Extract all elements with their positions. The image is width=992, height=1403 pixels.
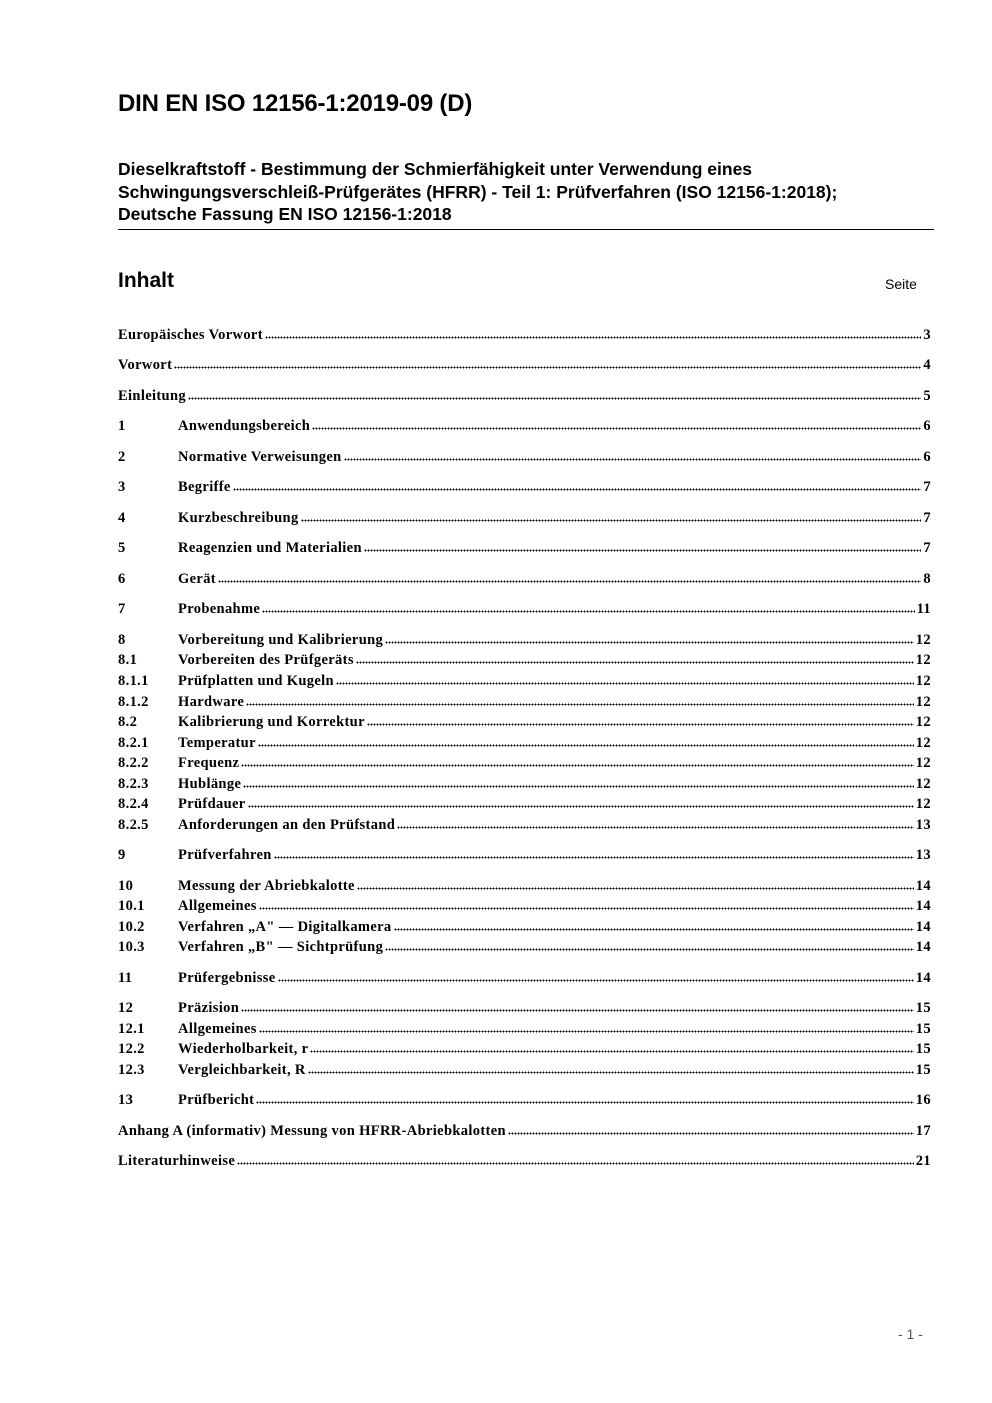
toc-entry-page: 7 xyxy=(923,510,931,526)
toc-entry-number: 8.1.1 xyxy=(118,673,149,689)
toc-entry-label: Verfahren „B" — Sichtprüfung xyxy=(178,939,384,955)
toc-entry-page: 13 xyxy=(915,847,931,863)
toc-entry-page: 4 xyxy=(923,357,931,373)
toc-entry-label: Hublänge xyxy=(178,776,242,792)
toc-entry-label: Vergleichbarkeit, R xyxy=(178,1062,306,1078)
toc-entry-page: 16 xyxy=(915,1092,931,1108)
dot-leader xyxy=(265,335,921,339)
toc-entry[interactable] xyxy=(118,671,931,691)
toc-entry[interactable] xyxy=(118,1151,931,1171)
dot-leader xyxy=(357,886,914,890)
toc-entry[interactable] xyxy=(118,1060,931,1080)
dot-leader xyxy=(336,681,914,685)
dot-leader xyxy=(367,722,914,726)
toc-entry-number: 8.2 xyxy=(118,714,138,730)
toc-entry[interactable] xyxy=(118,712,931,732)
toc-entry-page: 14 xyxy=(915,919,931,935)
toc-entry-label: Begriffe xyxy=(178,479,231,495)
toc-entry[interactable] xyxy=(118,998,931,1018)
document-subtitle: Dieselkraftstoff - Bestimmung der Schmierfähigkeit unter Verwendung eines Schwingungsverschleiß-Prüfgerätes (HFRR) - Teil 1: Prüfverfahren (ISO 12156-1:2018); Deutsche Fassung EN ISO 12156-1:2018 xyxy=(118,159,838,224)
dot-leader xyxy=(308,1070,914,1074)
toc-entry-number: 10.3 xyxy=(118,939,145,955)
dot-leader xyxy=(259,1029,914,1033)
toc-heading: Inhalt xyxy=(118,269,174,292)
toc-entry-label: Allgemeines xyxy=(178,1021,257,1037)
toc-entry-label: Wiederholbarkeit, r xyxy=(178,1041,309,1057)
toc-entry-label: Reagenzien und Materialien xyxy=(178,540,362,556)
dot-leader xyxy=(174,365,921,369)
toc-entry-label: Präzision xyxy=(178,1000,240,1016)
toc-entry[interactable] xyxy=(118,794,931,814)
toc-entry-label: Temperatur xyxy=(178,735,256,751)
toc-entry-number: 10 xyxy=(118,878,134,894)
toc-entry-page: 8 xyxy=(923,571,931,587)
toc-entry-label: Kalibrierung und Korrektur xyxy=(178,714,365,730)
dot-leader xyxy=(256,1100,913,1104)
dot-leader xyxy=(278,978,914,982)
toc-entry-label: Prüfbericht xyxy=(178,1092,255,1108)
dot-leader xyxy=(310,1049,913,1053)
toc-entry-number: 8.1 xyxy=(118,652,138,668)
dot-leader xyxy=(241,763,913,767)
dot-leader xyxy=(364,548,922,552)
toc-entry-page: 3 xyxy=(923,327,931,343)
toc-entry-page: 17 xyxy=(915,1123,931,1139)
toc-entry-label: Prüfergebnisse xyxy=(178,970,276,986)
dot-leader xyxy=(385,640,914,644)
toc-entry-label: Verfahren „A" — Digitalkamera xyxy=(178,919,392,935)
toc-entry-label: Normative Verweisungen xyxy=(178,449,342,465)
dot-leader xyxy=(394,927,914,931)
toc-entry-label: Anforderungen an den Prüfstand xyxy=(178,817,396,833)
toc-entry-label: Prüfdauer xyxy=(178,796,246,812)
toc-entry-page: 12 xyxy=(915,776,931,792)
toc-entry-page: 12 xyxy=(915,714,931,730)
toc-entry[interactable] xyxy=(118,325,931,345)
toc-entry-number: 8.2.3 xyxy=(118,776,149,792)
dot-leader xyxy=(262,609,914,613)
toc-entry[interactable] xyxy=(118,477,931,497)
toc-entry-page: 12 xyxy=(915,694,931,710)
toc-entry-label: Einleitung xyxy=(118,388,186,404)
toc-entry-label: Messung der Abriebkalotte xyxy=(178,878,355,894)
toc-entry-number: 8.1.2 xyxy=(118,694,149,710)
toc-entry-page: 12 xyxy=(915,755,931,771)
dot-leader xyxy=(233,487,922,491)
toc-entry-page: 12 xyxy=(915,673,931,689)
toc-entry-number: 12.3 xyxy=(118,1062,145,1078)
dot-leader xyxy=(188,396,921,400)
dot-leader xyxy=(243,784,914,788)
toc-entry[interactable] xyxy=(118,753,931,773)
toc-entry[interactable] xyxy=(118,355,931,375)
toc-entry-number: 8 xyxy=(118,632,126,648)
toc-entry-page: 12 xyxy=(915,632,931,648)
toc-entry[interactable] xyxy=(118,876,931,896)
toc-entry-page: 15 xyxy=(915,1021,931,1037)
dot-leader xyxy=(508,1131,914,1135)
toc-entry[interactable] xyxy=(118,692,931,712)
dot-leader xyxy=(312,426,921,430)
toc-entry-page: 15 xyxy=(915,1062,931,1078)
toc-entry-label: Europäisches Vorwort xyxy=(118,327,263,343)
toc-entry-page: 5 xyxy=(923,388,931,404)
toc-entry-label: Gerät xyxy=(178,571,216,587)
dot-leader xyxy=(356,660,914,664)
toc-entry-page: 13 xyxy=(915,817,931,833)
toc-entry-number: 10.2 xyxy=(118,919,145,935)
toc-entry[interactable] xyxy=(118,386,931,406)
dot-leader xyxy=(237,1161,914,1165)
toc-entry-number: 4 xyxy=(118,510,126,526)
toc-entry[interactable] xyxy=(118,599,931,619)
toc-entry[interactable] xyxy=(118,447,931,467)
toc-entry[interactable] xyxy=(118,845,931,865)
toc-entry-label: Anwendungsbereich xyxy=(178,418,311,434)
toc-entry-label: Kurzbeschreibung xyxy=(178,510,299,526)
toc-entry-page: 11 xyxy=(916,601,931,617)
toc-entry-page: 15 xyxy=(915,1000,931,1016)
toc-entry[interactable] xyxy=(118,937,931,957)
page-column-label: Seite xyxy=(885,276,917,292)
toc-entry[interactable] xyxy=(118,416,931,436)
toc-entry-number: 8.2.4 xyxy=(118,796,149,812)
page-number: - 1 - xyxy=(898,1326,923,1342)
toc-entry[interactable] xyxy=(118,917,931,937)
dot-leader xyxy=(344,457,922,461)
dot-leader xyxy=(218,579,921,583)
toc-entry-number: 8.2.2 xyxy=(118,755,149,771)
dot-leader xyxy=(397,825,914,829)
toc-entry[interactable] xyxy=(118,508,931,528)
toc-entry-number: 5 xyxy=(118,540,126,556)
toc-entry-number: 12.1 xyxy=(118,1021,145,1037)
toc-entry[interactable] xyxy=(118,1121,931,1141)
toc-entry-page: 21 xyxy=(915,1153,931,1169)
toc-entry[interactable] xyxy=(118,1019,931,1039)
toc-entry-page: 14 xyxy=(915,878,931,894)
toc-entry[interactable] xyxy=(118,1039,931,1059)
toc-entry-number: 8.2.1 xyxy=(118,735,149,751)
toc-entry-label: Vorbereiten des Prüfgeräts xyxy=(178,652,354,668)
toc-entry[interactable] xyxy=(118,774,931,794)
toc-entry-label: Prüfverfahren xyxy=(178,847,272,863)
toc-entry-page: 6 xyxy=(923,418,931,434)
toc-entry[interactable] xyxy=(118,968,931,988)
toc-entry-page: 15 xyxy=(915,1041,931,1057)
toc-entry[interactable] xyxy=(118,733,931,753)
dot-leader xyxy=(301,518,922,522)
toc-entry-number: 3 xyxy=(118,479,126,495)
toc-entry-label: Probenahme xyxy=(178,601,261,617)
toc-entry[interactable] xyxy=(118,815,931,835)
toc-entry-label: Vorbereitung und Kalibrierung xyxy=(178,632,384,648)
toc-entry-number: 13 xyxy=(118,1092,134,1108)
toc-entry[interactable] xyxy=(118,896,931,916)
dot-leader xyxy=(246,702,914,706)
toc-entry-label: Anhang A (informativ) Messung von HFRR-Abriebkalotten xyxy=(118,1123,506,1139)
toc-entry-label: Frequenz xyxy=(178,755,240,771)
toc-entry[interactable] xyxy=(118,630,931,650)
toc-entry-page: 7 xyxy=(923,479,931,495)
toc-entry-number: 2 xyxy=(118,449,126,465)
dot-leader xyxy=(274,855,914,859)
toc-entry-page: 12 xyxy=(915,652,931,668)
toc-entry-page: 7 xyxy=(923,540,931,556)
dot-leader xyxy=(259,906,914,910)
toc-entry-number: 9 xyxy=(118,847,126,863)
toc-entry-label: Allgemeines xyxy=(178,898,257,914)
toc-entry-label: Vorwort xyxy=(118,357,173,373)
dot-leader xyxy=(248,804,914,808)
dot-leader xyxy=(241,1008,914,1012)
toc-entry-page: 6 xyxy=(923,449,931,465)
toc-entry[interactable] xyxy=(118,538,931,558)
toc-entry-number: 8.2.5 xyxy=(118,817,149,833)
toc-entry-label: Literaturhinweise xyxy=(118,1153,236,1169)
dot-leader xyxy=(258,743,914,747)
toc-entry[interactable] xyxy=(118,569,931,589)
toc-entry-number: 12 xyxy=(118,1000,134,1016)
toc-entry-page: 14 xyxy=(915,970,931,986)
toc-entry-page: 14 xyxy=(915,939,931,955)
toc-entry-number: 1 xyxy=(118,418,126,434)
toc-entry-number: 6 xyxy=(118,571,126,587)
toc-entry-page: 12 xyxy=(915,735,931,751)
toc-entry-page: 14 xyxy=(915,898,931,914)
toc-entry-number: 12.2 xyxy=(118,1041,145,1057)
dot-leader xyxy=(385,947,914,951)
toc-entry-label: Hardware xyxy=(178,694,245,710)
toc-entry[interactable] xyxy=(118,1090,931,1110)
document-title: DIN EN ISO 12156-1:2019-09 (D) xyxy=(118,90,473,117)
toc-entry-label: Prüfplatten und Kugeln xyxy=(178,673,334,689)
toc-entry-number: 7 xyxy=(118,601,126,617)
toc-entry-number: 11 xyxy=(118,970,133,986)
toc-entry[interactable] xyxy=(118,650,931,670)
toc-entry-page: 12 xyxy=(915,796,931,812)
toc-entry-number: 10.1 xyxy=(118,898,145,914)
